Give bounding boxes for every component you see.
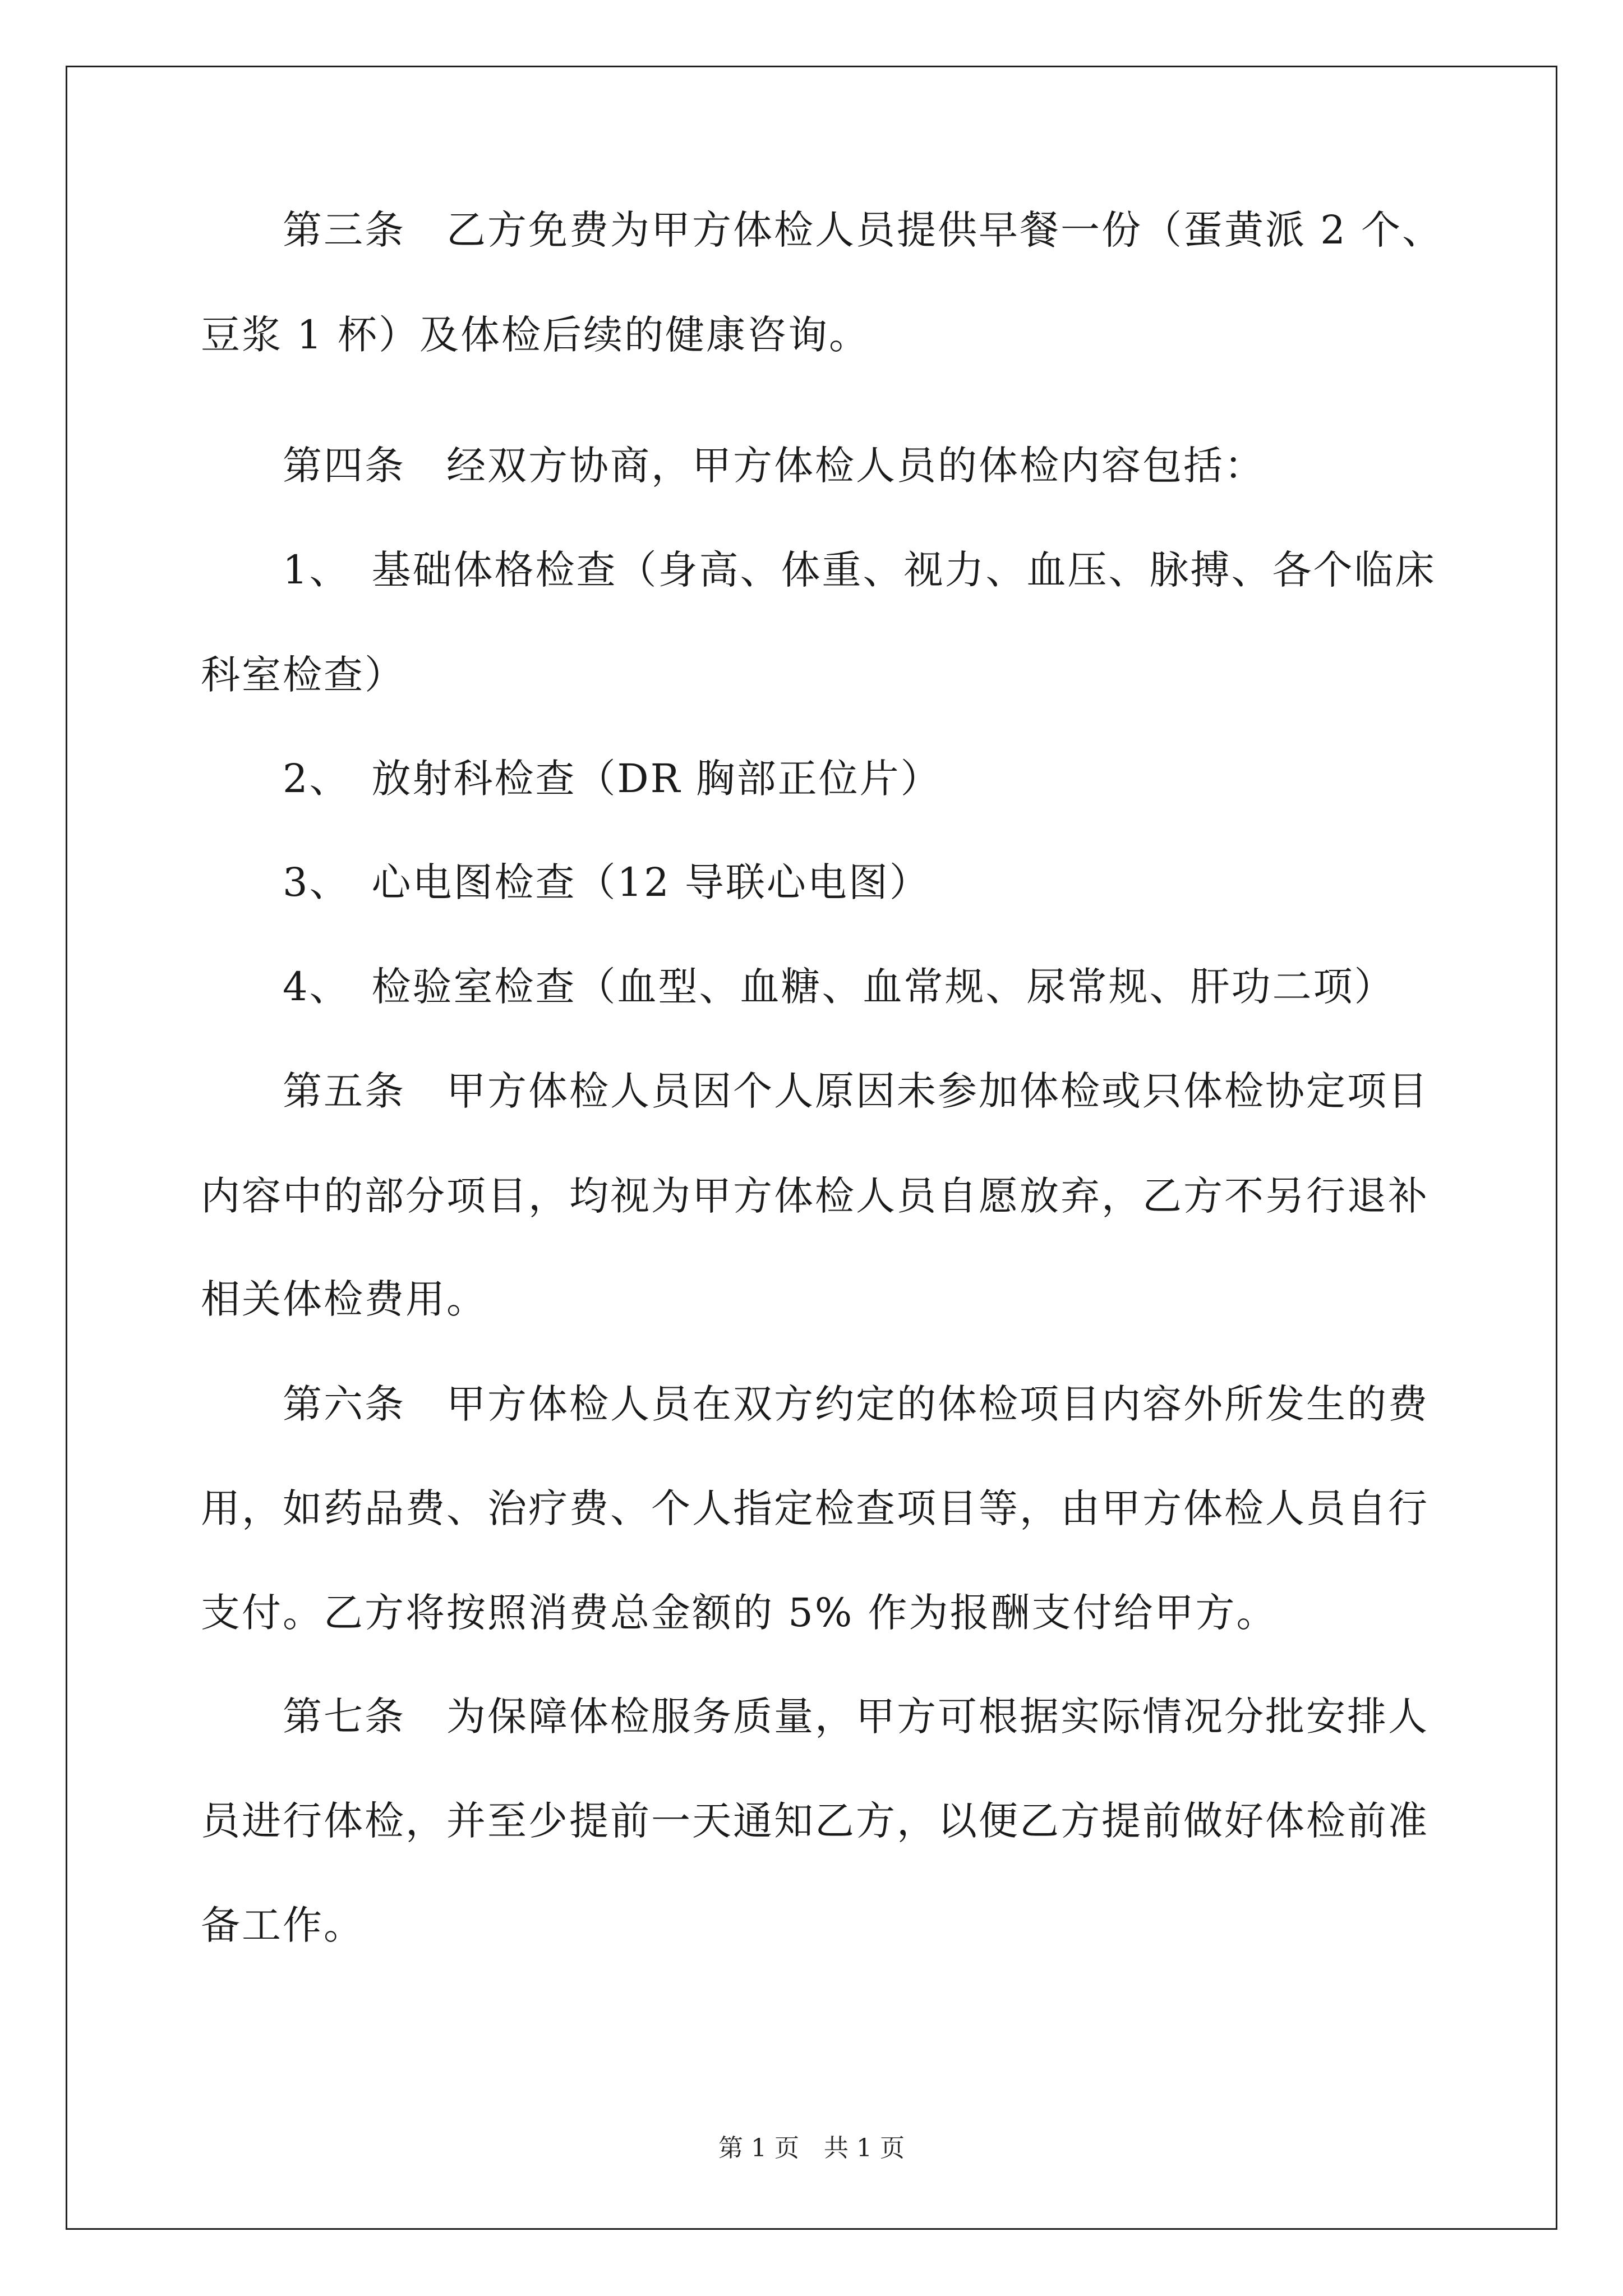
text-line: 支付。乙方将按照消费总金额的 5% 作为报酬支付给甲方。 [201, 1590, 1278, 1636]
text-line: 3、 心电图检查（12 导联心电图） [201, 859, 930, 905]
text-line: 4、 检验室检查（血型、血糖、血常规、尿常规、肝功二项） [201, 964, 1395, 1010]
text-line: 科室检查） [201, 652, 405, 698]
text-line: 备工作。 [201, 1902, 365, 1948]
text-line: 第六条 甲方体检人员在双方约定的体检项目内容外所发生的费 [201, 1381, 1429, 1427]
text-line: 第三条 乙方免费为甲方体检人员提供早餐一份（蛋黄派 2 个、 [201, 207, 1444, 253]
text-line: 第五条 甲方体检人员因个人原因未参加体检或只体检协定项目 [201, 1068, 1429, 1114]
text-line: 豆浆 1 杯）及体检后续的健康咨询。 [201, 312, 870, 358]
text-line: 第七条 为保障体检服务质量，甲方可根据实际情况分批安排人 [201, 1694, 1429, 1740]
text-line: 相关体检费用。 [201, 1276, 487, 1322]
text-line: 第四条 经双方协商，甲方体检人员的体检内容包括： [201, 443, 1265, 489]
text-line: 内容中的部分项目，均视为甲方体检人员自愿放弃，乙方不另行退补 [201, 1173, 1429, 1219]
text-line: 2、 放射科检查（DR 胸部正位片） [201, 756, 942, 802]
text-line: 1、 基础体格检查（身高、体重、视力、血压、脉搏、各个临床 [201, 547, 1436, 593]
text-line: 用，如药品费、治疗费、个人指定检查项目等，由甲方体检人员自行 [201, 1485, 1429, 1531]
page-footer: 第 1 页 共 1 页 [718, 2134, 905, 2162]
text-line: 员进行体检，并至少提前一天通知乙方，以便乙方提前做好体检前准 [201, 1798, 1429, 1844]
